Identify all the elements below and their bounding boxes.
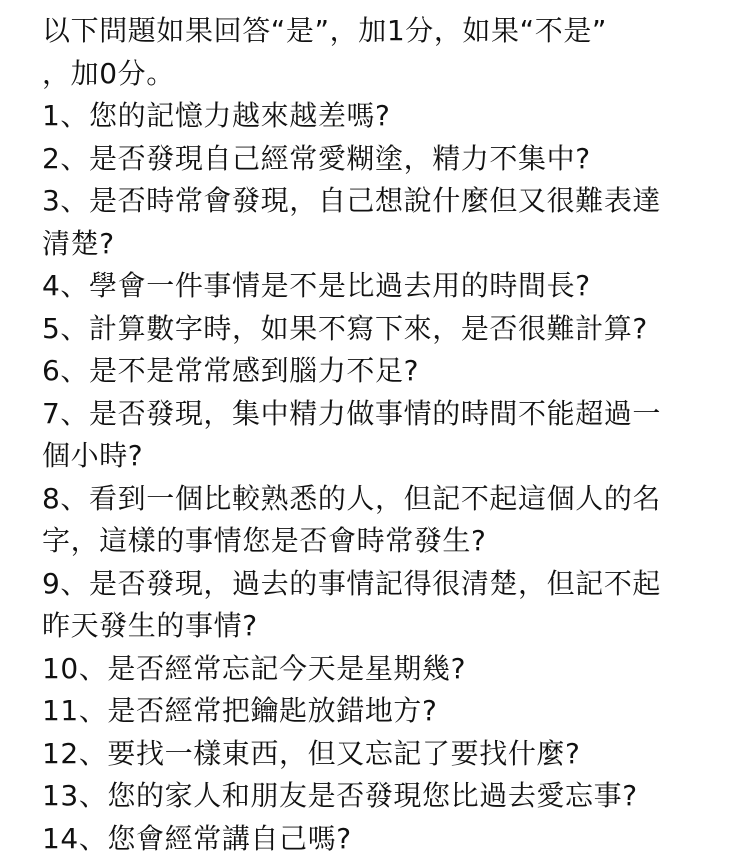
question-7 bbox=[42, 393, 732, 478]
question-1 bbox=[42, 95, 732, 138]
question-line: 昨天發生的事情? bbox=[42, 605, 732, 648]
question-9 bbox=[42, 563, 732, 648]
question-line: 清楚? bbox=[42, 223, 732, 266]
question-11 bbox=[42, 690, 732, 733]
question-10 bbox=[42, 648, 732, 691]
question-14 bbox=[42, 818, 732, 860]
question-line: 9、是否發現，過去的事情記得很清楚，但記不起 bbox=[42, 563, 732, 606]
question-2 bbox=[42, 138, 732, 181]
question-4 bbox=[42, 265, 732, 308]
question-line: 2、是否發現自己經常愛糊塗，精力不集中? bbox=[42, 138, 732, 181]
question-line: 13、您的家人和朋友是否發現您比過去愛忘事? bbox=[42, 775, 732, 818]
questionnaire bbox=[42, 0, 732, 860]
question-12 bbox=[42, 733, 732, 776]
question-line: 字，這樣的事情您是否會時常發生? bbox=[42, 520, 732, 563]
question-line: 14、您會經常講自己嗎? bbox=[42, 818, 732, 860]
question-6 bbox=[42, 350, 732, 393]
intro-line: ，加0分。 bbox=[42, 53, 732, 96]
question-5 bbox=[42, 308, 732, 351]
intro-text bbox=[42, 10, 732, 95]
question-line: 5、計算數字時，如果不寫下來，是否很難計算? bbox=[42, 308, 732, 351]
question-13 bbox=[42, 775, 732, 818]
question-line: 6、是不是常常感到腦力不足? bbox=[42, 350, 732, 393]
question-line: 11、是否經常把鑰匙放錯地方? bbox=[42, 690, 732, 733]
question-8 bbox=[42, 478, 732, 563]
question-line: 4、學會一件事情是不是比過去用的時間長? bbox=[42, 265, 732, 308]
question-line: 個小時? bbox=[42, 435, 732, 478]
question-line: 12、要找一樣東西，但又忘記了要找什麼? bbox=[42, 733, 732, 776]
question-3 bbox=[42, 180, 732, 265]
question-line: 10、是否經常忘記今天是星期幾? bbox=[42, 648, 732, 691]
question-line: 3、是否時常會發現，自己想說什麼但又很難表達 bbox=[42, 180, 732, 223]
question-line: 1、您的記憶力越來越差嗎? bbox=[42, 95, 732, 138]
question-line: 7、是否發現，集中精力做事情的時間不能超過一 bbox=[42, 393, 732, 436]
question-line: 8、看到一個比較熟悉的人，但記不起這個人的名 bbox=[42, 478, 732, 521]
intro-line: 以下問題如果回答“是”，加1分，如果“不是” bbox=[42, 10, 732, 53]
